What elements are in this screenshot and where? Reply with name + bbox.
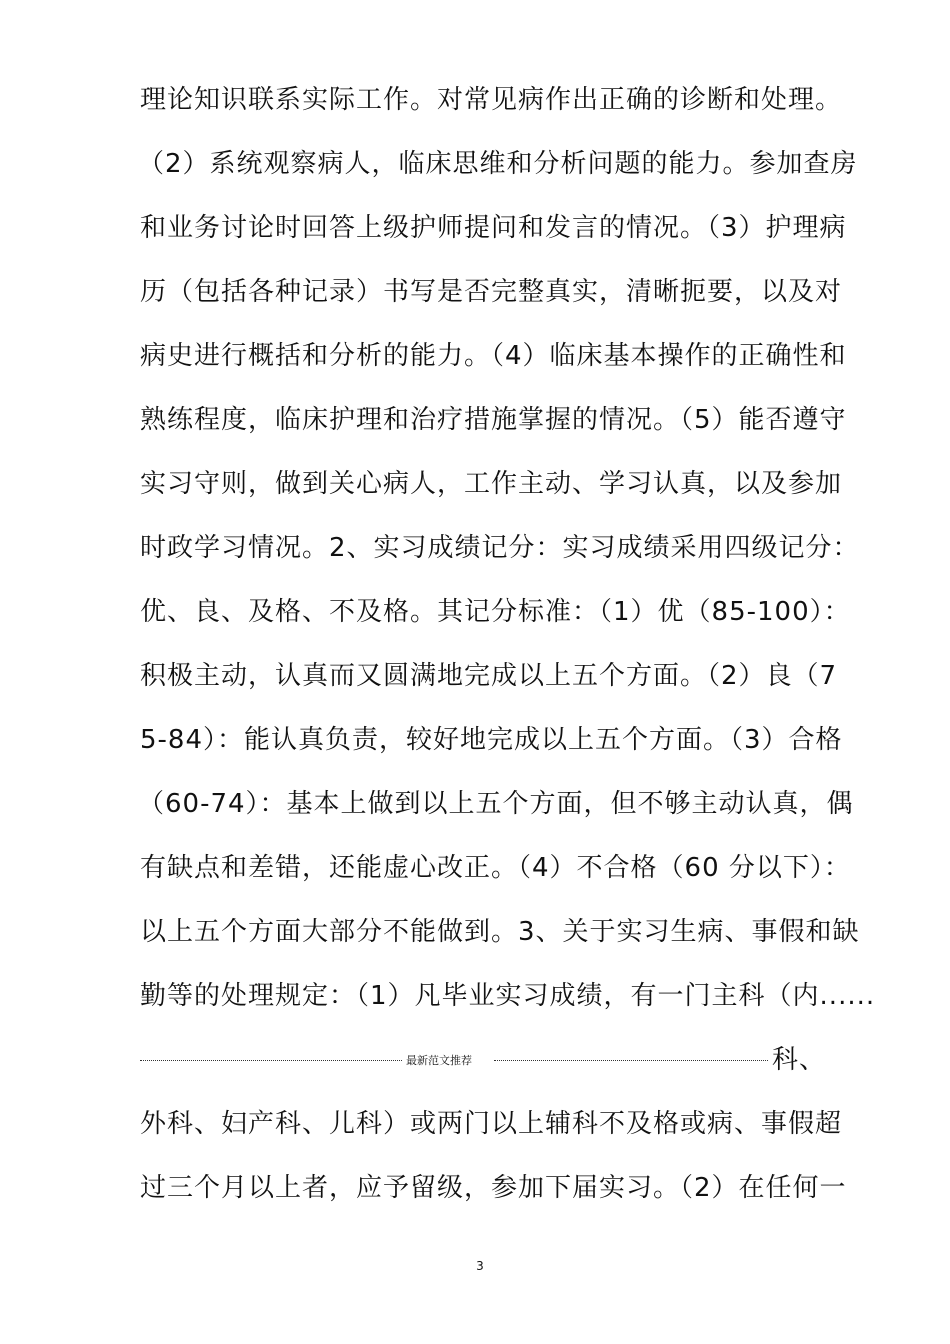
body-text-line: 优、良、及格、不及格。其记分标准：（1）优（85-100）： — [140, 597, 851, 627]
body-text-line: （2）系统观察病人，临床思维和分析问题的能力。参加查房 — [138, 149, 858, 179]
body-text-line: 勤等的处理规定：（1）凡毕业实习成绩，有一门主科（内...... — [140, 981, 876, 1011]
body-text-line: 和业务讨论时回答上级护师提问和发言的情况。（3）护理病 — [140, 213, 847, 243]
body-text-line: 熟练程度，临床护理和治疗措施掌握的情况。（5）能否遵守 — [140, 405, 847, 435]
body-text-line: 5-84）：能认真负责，较好地完成以上五个方面。（3）合格 — [140, 725, 843, 755]
body-text-line: 实习守则，做到关心病人，工作主动、学习认真，以及参加 — [140, 469, 843, 499]
body-text-line: 过三个月以上者，应予留级，参加下届实习。（2）在任何一 — [140, 1173, 847, 1203]
recommendation-footer — [140, 1044, 830, 1076]
body-text-line: 有缺点和差错，还能虚心改正。（4）不合格（60 分以下）： — [140, 853, 851, 883]
body-text-line: 历（包括各种记录）书写是否完整真实，清晰扼要，以及对 — [140, 277, 843, 307]
body-text-line: （60-74）：基本上做到以上五个方面，但不够主动认真，偶 — [138, 789, 854, 819]
recommendation-label: 最新范文推荐 — [406, 1054, 472, 1067]
page-number: 3 — [476, 1259, 484, 1273]
body-text-line: 理论知识联系实际工作。对常见病作出正确的诊断和处理。 — [140, 85, 843, 115]
dotted-leader-right — [494, 1060, 768, 1061]
body-text-line: 时政学习情况。2、实习成绩记分：实习成绩采用四级记分： — [140, 533, 860, 563]
body-text-line: 外科、妇产科、儿科）或两门以上辅科不及格或病、事假超 — [140, 1109, 843, 1139]
dotted-leader-left — [140, 1060, 402, 1061]
footer-continuation-text: 科、 — [772, 1045, 827, 1075]
body-text-line: 积极主动，认真而又圆满地完成以上五个方面。（2）良（7 — [140, 661, 838, 691]
body-text-line: 病史进行概括和分析的能力。（4）临床基本操作的正确性和 — [140, 341, 847, 371]
body-text-line: 以上五个方面大部分不能做到。3、关于实习生病、事假和缺 — [140, 917, 860, 947]
